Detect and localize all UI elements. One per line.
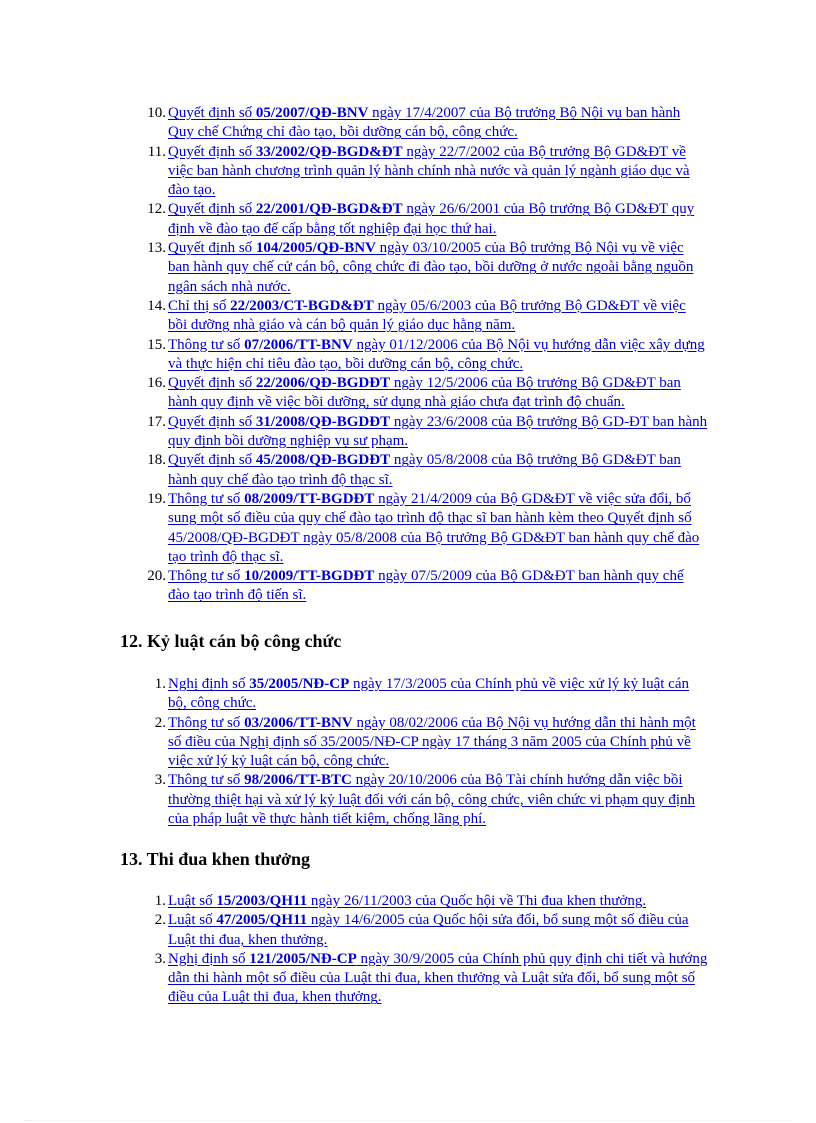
regulation-link[interactable]: Thông tư số 98/2006/TT-BTC ngày 20/10/2006 của Bộ Tài chính hướng dẫn việc bồi thường thiệt hại và xử lý kỷ luật đối với cán bộ, công chức, viên chức vi phạm quy định của pháp luật về thực hành tiết kiệm, chống lãng phí. <box>168 772 696 828</box>
list-item <box>154 714 708 772</box>
item-number: 18. <box>147 452 166 469</box>
item-number: 3. <box>154 950 166 967</box>
item-number: 13. <box>147 240 166 257</box>
list-item <box>154 911 708 950</box>
list-item <box>154 771 708 829</box>
regulation-link[interactable]: Quyết định số 31/2008/QĐ-BGDĐT ngày 23/6/2008 của Bộ trưởng Bộ GD-ĐT ban hành quy định bồi dưỡng nghiệp vụ sư phạm. <box>168 413 708 450</box>
list-item <box>147 239 708 297</box>
item-number: 3. <box>154 772 166 789</box>
item-number: 12. <box>147 201 166 218</box>
regulation-link[interactable]: Thông tư số 03/2006/TT-BNV ngày 08/02/2006 của Bộ Nội vụ hướng dẫn thi hành một số điều của Nghị định số 35/2005/NĐ-CP ngày 17 tháng 3 năm 2005 của Chính phủ về việc xử lý kỷ luật cán bộ, công chức. <box>168 714 696 770</box>
regulation-link[interactable]: Luật số 15/2003/QH11 ngày 26/11/2003 của Quốc hội về Thi đua khen thưởng. <box>168 893 647 909</box>
list-item <box>147 104 708 143</box>
list-item <box>147 451 708 490</box>
regulation-link[interactable]: Nghị định số 35/2005/NĐ-CP ngày 17/3/2005 của Chính phủ về việc xử lý kỷ luật cán bộ, công chức. <box>168 676 689 712</box>
item-number: 2. <box>154 912 166 929</box>
regulation-link[interactable]: Quyết định số 22/2006/QĐ-BGDĐT ngày 12/5/2006 của Bộ trưởng Bộ GD&ĐT ban hành quy định về việc bồi dưỡng, sử dụng nhà giáo chưa đạt trình độ chuẩn. <box>168 375 681 411</box>
list-item <box>147 200 708 239</box>
list-item <box>147 490 708 567</box>
regulation-link[interactable]: Quyết định số 104/2005/QĐ-BNV ngày 03/10/2005 của Bộ trưởng Bộ Nội vụ về việc ban hành quy chế cử cán bộ, công chức đi đào tạo, bồi dưỡng ở nước ngoài bằng nguồn ngân sách nhà nước. <box>168 240 694 295</box>
item-number: 2. <box>154 714 166 731</box>
regulation-link[interactable]: Quyết định số 05/2007/QĐ-BNV ngày 17/4/2007 của Bộ trưởng Bộ Nội vụ ban hành Quy chế Chứng chỉ đào tạo, bồi dưỡng cán bộ, công chức. <box>168 105 681 141</box>
list-item <box>154 675 708 714</box>
item-number: 11. <box>147 143 166 160</box>
regulation-link[interactable]: Chỉ thị số 22/2003/CT-BGD&ĐT ngày 05/6/2003 của Bộ trưởng Bộ GD&ĐT về việc bồi dưỡng nhà giáo và cán bộ quản lý giáo dục hằng năm. <box>168 297 686 334</box>
regulation-list-training <box>147 104 708 606</box>
regulation-link[interactable]: Luật số 47/2005/QH11 ngày 14/6/2005 của Quốc hội sửa đổi, bổ sung một số điều của Luật thi đua, khen thưởng. <box>168 912 689 948</box>
item-number: 20. <box>147 568 166 585</box>
list-item <box>147 143 708 201</box>
item-number: 10. <box>147 105 166 121</box>
regulation-link[interactable]: Quyết định số 33/2002/QĐ-BGD&ĐT ngày 22/7/2002 của Bộ trưởng Bộ GD&ĐT về việc ban hành chương trình quản lý hành chính nhà nước và quản lý ngành giáo dục và đào tạo. <box>168 143 690 199</box>
item-number: 1. <box>154 893 166 909</box>
regulation-link[interactable]: Thông tư số 08/2009/TT-BGDĐT ngày 21/4/2009 của Bộ GD&ĐT về việc sửa đổi, bổ sung một số điều của quy chế đào tạo trình độ thạc sĩ ban hành kèm theo Quyết định số 45/2008/QĐ-BGDĐT ngày 05/8/2008 của Bộ trưởng Bộ GD&ĐT ban hành quy chế đào tạo trình độ thạc sĩ. <box>168 490 700 565</box>
list-item <box>147 336 708 375</box>
page-bottom-divider <box>24 1120 792 1121</box>
regulation-link[interactable]: Thông tư số 07/2006/TT-BNV ngày 01/12/2006 của Bộ Nội vụ hướng dẫn việc xây dựng và thực hiện chỉ tiêu đào tạo, bồi dưỡng cán bộ, công chức. <box>168 336 705 372</box>
section-heading-emulation-rewards: 13. Thi đua khen thưởng <box>120 849 311 869</box>
regulation-link[interactable]: Thông tư số 10/2009/TT-BGDĐT ngày 07/5/2009 của Bộ GD&ĐT ban hành quy chế đào tạo trình độ tiến sĩ. <box>168 568 684 604</box>
regulation-link[interactable]: Nghị định số 121/2005/NĐ-CP ngày 30/9/2005 của Chính phủ quy định chi tiết và hướng dẫn thi hành một số điều của Luật thi đua, khen thưởng và Luật sửa đổi, bổ sung một số điều của Luật thi đua, khen thưởng. <box>168 950 708 1006</box>
item-number: 14. <box>147 297 166 314</box>
list-item <box>154 950 708 1008</box>
item-number: 1. <box>154 676 166 692</box>
item-number: 17. <box>147 413 166 430</box>
list-item <box>147 413 708 452</box>
regulation-link[interactable]: Quyết định số 22/2001/QĐ-BGD&ĐT ngày 26/6/2001 của Bộ trưởng Bộ GD&ĐT quy định về đào tạo để cấp bằng tốt nghiệp đại học thứ hai. <box>168 201 695 237</box>
item-number: 16. <box>147 375 166 392</box>
regulation-link[interactable]: Quyết định số 45/2008/QĐ-BGDĐT ngày 05/8/2008 của Bộ trưởng Bộ GD&ĐT ban hành quy chế đào tạo trình độ thạc sĩ. <box>168 452 681 488</box>
regulation-list-discipline <box>154 675 708 829</box>
list-item <box>154 892 708 911</box>
list-item <box>147 374 708 413</box>
regulation-list-emulation-rewards <box>154 892 708 1008</box>
list-item <box>147 567 708 606</box>
list-item <box>147 297 708 336</box>
item-number: 19. <box>147 490 166 507</box>
item-number: 15. <box>147 336 166 353</box>
section-heading-discipline: 12. Kỷ luật cán bộ công chức <box>120 631 342 651</box>
